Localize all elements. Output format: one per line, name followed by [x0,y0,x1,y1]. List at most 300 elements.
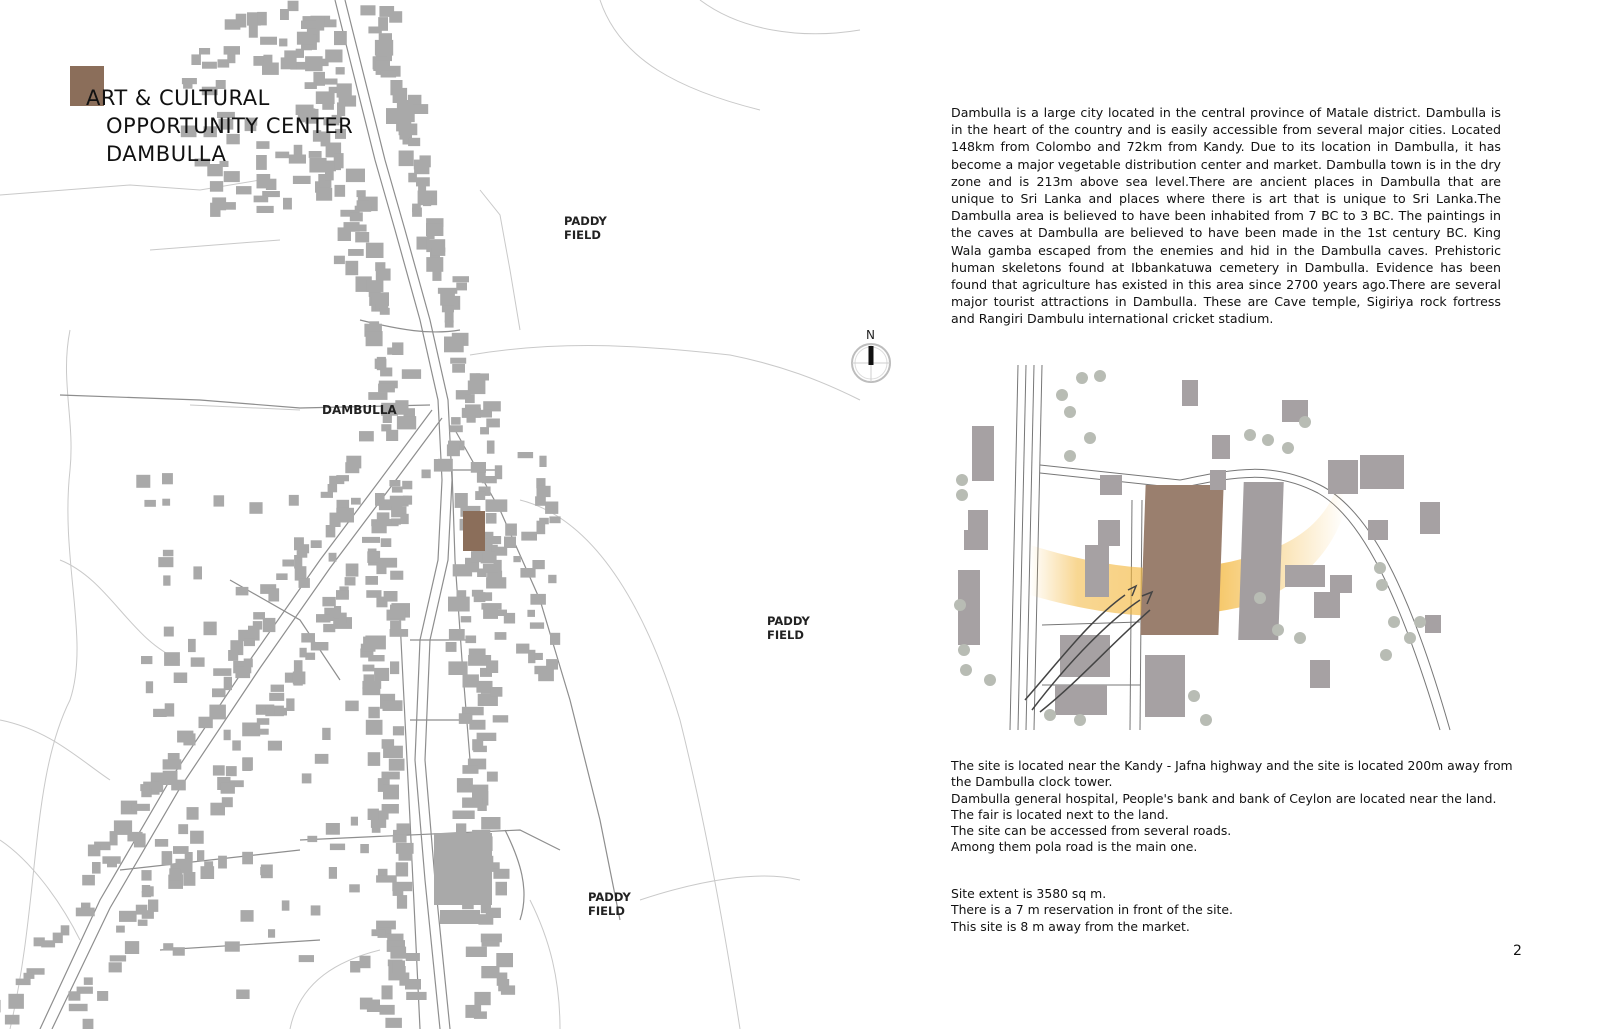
building-footprint [350,961,360,973]
building-footprint [214,495,225,506]
building-footprint [537,486,551,497]
building-footprint [316,16,324,30]
building-footprint [0,1000,1,1013]
building-footprint [471,462,486,473]
building-footprint [376,564,386,574]
building-footprint [445,320,454,327]
building-footprint [455,493,468,508]
building-footprint [24,973,35,979]
building-footprint [496,882,508,896]
tree-icon [1064,450,1076,462]
building-footprint [367,551,379,563]
building-footprint [478,914,493,925]
building-footprint [366,243,384,258]
site-fact: Site extent is 3580 sq m. [951,886,1107,901]
building-footprint [408,138,420,146]
building-footprint [486,513,497,524]
diagram-building [1085,545,1109,597]
diagram-building [960,610,978,640]
building-footprint [412,104,428,114]
building-footprint [5,1015,20,1025]
building-footprint [262,63,279,75]
building-footprint [316,188,332,201]
building-footprint [162,499,170,506]
building-footprint [224,46,240,55]
building-footprint [163,575,170,585]
building-footprint [110,831,118,845]
building-footprint [495,465,502,479]
building-footprint [383,700,403,711]
building-footprint [297,32,313,45]
title-line: DAMBULLA [106,142,227,166]
tree-icon [1376,579,1388,591]
diagram-building [964,530,988,550]
building-footprint [389,480,400,486]
building-footprint [164,652,180,666]
building-footprint [69,1004,88,1011]
building-footprint [10,995,23,1003]
building-footprint [488,536,501,544]
building-footprint [380,308,390,315]
building-footprint [307,836,317,842]
building-footprint [158,557,173,567]
building-footprint [289,495,299,506]
page-number: 2 [1513,943,1522,959]
building-footprint [339,613,346,624]
site-note: Among them pola road is the main one. [951,839,1198,855]
building-footprint [493,869,509,879]
building-footprint [423,197,431,206]
building-footprint [376,269,391,281]
building-footprint [381,71,397,78]
building-footprint [483,607,498,619]
building-footprint [494,560,502,572]
building-footprint [483,592,492,601]
building-footprint [326,823,340,835]
building-footprint [397,416,416,429]
building-footprint [155,783,163,792]
building-footprint [399,151,414,167]
building-footprint [142,910,154,919]
building-footprint [297,550,308,558]
building-footprint [393,835,407,843]
building-footprint [530,622,544,628]
building-footprint [487,772,498,782]
building-footprint [505,524,517,536]
building-footprint [389,11,402,23]
building-footprint [518,452,534,458]
building-footprint [374,668,389,681]
building-footprint [144,500,156,507]
diagram-building [1425,615,1441,633]
building-footprint [412,208,422,217]
building-footprint [76,908,95,917]
building-footprint [345,462,359,473]
building-footprint [393,961,405,973]
building-footprint [345,261,358,275]
building-footprint [213,765,225,775]
building-footprint [487,441,495,454]
tree-icon [1262,434,1274,446]
building-footprint [469,720,485,730]
building-footprint [440,910,480,924]
building-footprint [257,206,274,213]
tree-icon [1380,649,1392,661]
site-note: The site can be accessed from several roads. [951,823,1232,839]
tree-icon [1254,592,1266,604]
building-footprint [164,627,174,637]
building-footprint [501,985,515,994]
diagram-building [1100,475,1122,495]
building-footprint [432,270,441,281]
building-footprint [162,473,173,484]
building-footprint [449,629,465,641]
building-footprint [530,594,546,605]
building-footprint [372,525,387,533]
building-footprint [88,845,101,857]
building-footprint [414,164,429,174]
building-footprint [383,746,403,758]
building-footprint [486,660,498,673]
building-footprint [402,369,421,379]
building-footprint [396,862,408,876]
building-footprint [367,1000,380,1013]
diagram-building [1285,565,1325,587]
building-footprint [406,992,426,1000]
building-footprint [257,12,267,26]
paddy-field-label-line: FIELD [767,628,804,642]
building-footprint [260,37,277,45]
building-footprint [281,57,297,69]
building-footprint [397,895,407,909]
building-footprint [545,502,558,514]
building-footprint [477,569,487,578]
building-footprint [325,50,342,63]
building-footprint [171,780,186,791]
building-footprint [141,870,151,881]
building-footprint [380,368,392,377]
building-footprint [183,733,195,745]
building-footprint [438,459,453,472]
building-footprint [381,538,392,547]
building-footprint [191,54,201,65]
building-footprint [386,430,398,441]
building-footprint [527,610,535,617]
building-footprint [486,499,508,512]
building-footprint [380,1005,395,1015]
building-footprint [516,644,529,654]
building-footprint [448,597,470,612]
building-footprint [293,672,306,685]
building-footprint [462,765,478,774]
building-footprint [258,729,269,735]
building-footprint [116,926,125,933]
building-footprint [486,419,500,428]
building-footprint [335,185,346,197]
building-footprint [202,62,217,69]
building-footprint [275,708,287,716]
building-footprint [336,67,345,74]
tree-icon [1094,370,1106,382]
building-footprint [375,359,387,369]
tree-icon [954,599,966,611]
building-footprint [276,573,287,580]
tree-icon [1282,442,1294,454]
tree-icon [1076,372,1088,384]
tree-icon [1084,432,1096,444]
building-footprint [393,726,404,735]
tree-icon [956,489,968,501]
diagram-building [1055,685,1107,715]
building-footprint [248,626,260,641]
diagram-building [1330,575,1352,593]
building-footprint [348,249,364,256]
diagram-building [1210,470,1226,490]
building-footprint [345,701,358,712]
building-footprint [486,577,506,588]
site-description [951,758,1521,856]
building-footprint [368,655,384,661]
building-footprint [125,941,139,954]
building-footprint [389,759,405,771]
building-footprint [362,537,380,543]
diagram-building [1098,520,1120,546]
building-footprint [268,588,279,601]
building-footprint [269,693,284,701]
building-footprint [236,990,249,1000]
tree-icon [1200,714,1212,726]
tree-icon [958,644,970,656]
building-footprint [444,337,464,353]
building-footprint [228,650,238,661]
paddy-field-label-line: FIELD [588,904,625,918]
building-footprint [249,502,262,514]
building-footprint [403,496,412,505]
building-footprint [178,824,188,834]
building-footprint [97,991,108,1001]
building-footprint [422,470,431,479]
building-footprint [190,831,204,844]
building-footprint [109,962,122,972]
building-footprint [165,703,175,716]
building-footprint [146,681,153,693]
building-footprint [323,624,335,632]
diagram-building [1368,520,1388,540]
building-footprint [187,807,199,820]
building-footprint [451,417,461,425]
building-footprint [520,568,535,578]
building-footprint [535,496,546,506]
building-footprint [82,875,95,886]
building-footprint [390,605,405,619]
tree-icon [1374,562,1386,574]
building-footprint [521,532,537,541]
building-footprint [391,518,401,524]
diagram-building [1145,655,1185,717]
paddy-field-label-line: FIELD [564,228,601,242]
building-footprint [199,717,213,728]
building-footprint [405,979,421,990]
building-footprint [366,331,383,346]
building-footprint [372,822,381,833]
building-footprint [163,943,173,950]
building-footprint [334,256,345,264]
building-footprint [280,9,289,20]
building-footprint [385,1018,402,1028]
building-footprint [148,900,158,912]
building-footprint [174,673,188,684]
building-footprint [321,492,333,498]
building-footprint [480,427,489,434]
diagram-market-block [1238,482,1284,640]
building-footprint [325,170,334,180]
building-footprint [450,425,463,432]
building-footprint [360,844,369,853]
site-facts [951,886,1521,935]
building-footprint [330,844,345,851]
building-footprint [446,642,457,652]
building-footprint [322,728,330,740]
building-footprint [311,540,322,548]
building-footprint [379,499,392,510]
building-footprint [299,578,310,588]
diagram-building [1328,460,1358,494]
building-footprint [169,868,180,881]
building-footprint [363,665,375,672]
building-footprint [390,571,403,580]
building-footprint [426,257,443,272]
building-footprint [481,817,500,830]
building-footprint [191,657,205,666]
building-footprint [372,929,386,936]
building-footprint [350,212,363,221]
building-footprint [315,754,329,764]
building-footprint [212,197,226,210]
tree-icon [1064,406,1076,418]
building-footprint [368,392,387,400]
building-footprint [266,179,277,190]
building-footprint [447,444,460,456]
building-footprint [271,685,284,692]
building-footprint [474,992,490,1005]
building-footprint [457,590,467,597]
building-footprint [263,618,276,632]
building-footprint [136,475,150,488]
tree-icon [1404,632,1416,644]
building-footprint [391,506,402,517]
building-footprint [399,849,413,860]
building-footprint [495,547,507,556]
building-footprint [224,171,240,182]
building-footprint [550,633,560,645]
building-footprint [311,642,329,651]
building-footprint [286,698,294,711]
building-footprint [244,639,255,646]
diagram-building [1314,592,1340,618]
building-footprint [366,720,383,735]
building-footprint [334,31,347,45]
building-footprint [336,590,349,600]
building-footprint [513,556,520,562]
building-footprint [465,394,475,403]
building-footprint [452,364,465,373]
diagram-building [1420,502,1440,534]
building-footprint [279,39,287,47]
building-footprint [257,718,270,725]
building-footprint [473,746,487,752]
diagram-building [968,510,988,532]
building-footprint [329,867,337,879]
building-footprint [218,856,227,869]
building-footprint [395,111,415,122]
building-footprint [466,947,487,957]
diagram-site-block [1140,485,1223,635]
building-footprint [393,888,404,896]
building-footprint [107,861,117,868]
building-footprint [328,484,338,492]
building-footprint [368,809,379,820]
paddy-field-label-line: PADDY [767,614,810,628]
building-footprint [92,862,101,874]
building-footprint [461,616,472,622]
building-footprint [392,487,403,493]
building-footprint [84,977,93,985]
tree-icon [984,674,996,686]
building-footprint [476,373,489,380]
paddy-field-label [767,614,810,642]
building-footprint [268,929,275,938]
page-title [86,84,353,168]
intro-paragraph: Dambulla is a large city located in the central province of Matale district. Dambulla is in the heart of the country and is easily accessible from several major cities. Located 148km from Colombo and 72km from Kandy. Due to its location in Dambulla, it has become a major vegetable distribution center and market. Dambulla town is in the dry zone and is 213m above sea level.There are ancient places in Dambulla that are unique to Sri Lanka and places where there is art that is unique to Sri Lanka.The Dambulla area is believed to have been inhabited from 7 BC to 3 BC. The paintings in the caves at Dambulla are believed to have been made in the 1st century BC. King Wala gamba escaped from the enemies and hid in the Dambulla caves. Prehistoric human skeletons found at Ibbankatuwa cemetery in Dambulla. Evidence has been found that agriculture has existed in this area since 2700 years ago.There are several major tourist attractions in Dambulla. These are Cave temple, Sigiriya rock fortress and Rangiri Dambulu international cricket stadium. [951,105,1501,327]
building-footprint [537,521,546,535]
building-footprint [294,660,303,673]
building-footprint [326,525,336,537]
building-footprint [197,850,204,861]
building-footprint [467,415,476,423]
building-footprint [282,900,290,910]
building-footprint [539,456,546,467]
tree-icon [960,664,972,676]
building-footprint [213,668,231,676]
building-footprint [329,553,337,562]
building-footprint [453,564,472,576]
building-footprint [465,636,476,644]
building-footprint [351,817,358,826]
building-footprint [349,884,360,892]
tree-icon [1044,709,1056,721]
building-footprint [212,688,226,697]
building-footprint [188,639,196,652]
site-note: Dambulla general hospital, People's bank and bank of Ceylon are located near the land. [951,790,1497,806]
site-note: The site is located near the Kandy - Jafna highway and the site is located 200m away from the Dambulla clock tower. [951,758,1513,790]
building-footprint [330,513,341,527]
north-compass-icon [852,344,890,382]
building-footprint [242,757,253,770]
building-footprint [532,560,544,569]
building-footprint [456,283,467,291]
building-footprint [193,566,202,579]
building-footprint [482,940,500,947]
building-footprint [224,677,232,690]
building-footprint [236,186,252,194]
building-footprint [496,953,513,967]
building-footprint [210,181,223,192]
building-footprint [406,953,420,961]
building-footprint [390,947,406,959]
building-footprint [299,955,314,962]
tree-icon [1294,632,1306,644]
building-footprint [534,653,543,660]
